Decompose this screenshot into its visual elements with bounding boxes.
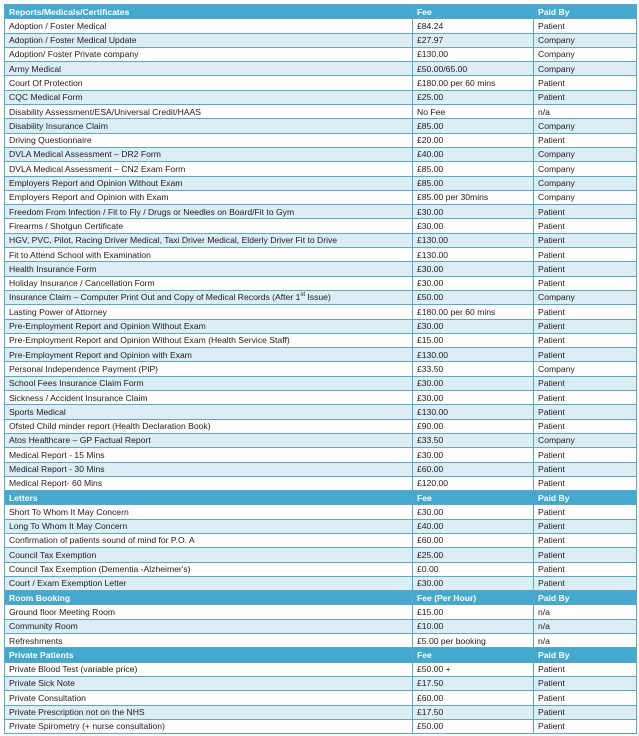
paid-by-cell: Patient <box>534 391 637 405</box>
item-cell: Medical Report- 60 Mins <box>5 476 413 490</box>
fee-cell: £30.00 <box>413 319 534 333</box>
fee-cell: £30.00 <box>413 505 534 519</box>
paid-by-cell: Patient <box>534 76 637 90</box>
table-row <box>5 719 637 733</box>
item-cell: Private Prescription not on the NHS <box>5 705 413 719</box>
paid-by-cell: Company <box>534 33 637 47</box>
item-cell: Driving Questionnaire <box>5 133 413 147</box>
fee-cell: £60.00 <box>413 462 534 476</box>
table-row <box>5 276 637 290</box>
fee-cell: £60.00 <box>413 533 534 547</box>
table-row <box>5 562 637 576</box>
item-cell: Sports Medical <box>5 405 413 419</box>
fee-column-header: Fee (Per Hour) <box>413 591 534 605</box>
item-cell: Council Tax Exemption <box>5 548 413 562</box>
paid-by-cell: Patient <box>534 262 637 276</box>
item-cell: DVLA Medical Assessment – CN2 Exam Form <box>5 162 413 176</box>
table-row <box>5 319 637 333</box>
fee-cell: £10.00 <box>413 619 534 633</box>
table-row <box>5 619 637 633</box>
table-row <box>5 419 637 433</box>
table-row <box>5 433 637 447</box>
table-row <box>5 448 637 462</box>
item-cell: CQC Medical Form <box>5 90 413 104</box>
item-cell: DVLA Medical Assessment – DR2 Form <box>5 147 413 161</box>
item-cell: Pre-Employment Report and Opinion Without Exam <box>5 319 413 333</box>
paid-by-cell: n/a <box>534 105 637 119</box>
paid-by-cell: Patient <box>534 476 637 490</box>
fee-cell: £27.97 <box>413 33 534 47</box>
section-header-row <box>5 648 637 662</box>
paid-by-cell: Company <box>534 362 637 376</box>
paid-by-cell: Patient <box>534 333 637 347</box>
fee-cell: £30.00 <box>413 262 534 276</box>
paid-by-cell: Company <box>534 190 637 204</box>
fee-cell: £33.50 <box>413 362 534 376</box>
section-title: Reports/Medicals/Certificates <box>5 5 413 19</box>
table-row <box>5 705 637 719</box>
fee-cell: £85.00 <box>413 162 534 176</box>
fee-schedule-table <box>4 4 637 734</box>
fee-column-header: Fee <box>413 648 534 662</box>
table-row <box>5 190 637 204</box>
fee-cell: £15.00 <box>413 333 534 347</box>
item-cell: Refreshments <box>5 634 413 648</box>
table-row <box>5 333 637 347</box>
paid-by-cell: Patient <box>534 576 637 590</box>
table-row <box>5 147 637 161</box>
table-row <box>5 133 637 147</box>
fee-cell: £15.00 <box>413 605 534 619</box>
paid-by-cell: Company <box>534 290 637 304</box>
item-cell: Council Tax Exemption (Dementia -Alzheimer's) <box>5 562 413 576</box>
fee-cell: £50.00 <box>413 290 534 304</box>
table-row <box>5 548 637 562</box>
table-row <box>5 462 637 476</box>
item-cell: Army Medical <box>5 62 413 76</box>
item-cell: Medical Report - 15 Mins <box>5 448 413 462</box>
item-cell: Atos Healthcare – GP Factual Report <box>5 433 413 447</box>
fee-cell: £130.00 <box>413 248 534 262</box>
item-cell: Sickness / Accident Insurance Claim <box>5 391 413 405</box>
fee-cell: £30.00 <box>413 276 534 290</box>
fee-cell: £40.00 <box>413 147 534 161</box>
paid-by-cell: Patient <box>534 319 637 333</box>
fee-cell: £50.00/65.00 <box>413 62 534 76</box>
fee-cell: £180.00 per 60 mins <box>413 305 534 319</box>
item-cell <box>5 290 413 304</box>
item-cell: Adoption/ Foster Private company <box>5 47 413 61</box>
item-text-tail: Issue) <box>305 292 331 303</box>
item-cell: Disability Assessment/ESA/Universal Credit/HAAS <box>5 105 413 119</box>
table-row <box>5 505 637 519</box>
fee-cell: £30.00 <box>413 219 534 233</box>
table-row <box>5 376 637 390</box>
section-header-row <box>5 5 637 19</box>
paid-by-cell: n/a <box>534 605 637 619</box>
section-title: Letters <box>5 491 413 505</box>
table-row <box>5 105 637 119</box>
fee-cell: £30.00 <box>413 205 534 219</box>
fee-cell: £40.00 <box>413 519 534 533</box>
paid-by-column-header: Paid By <box>534 648 637 662</box>
table-row <box>5 62 637 76</box>
fee-cell: £30.00 <box>413 576 534 590</box>
table-row <box>5 348 637 362</box>
paid-by-cell: Company <box>534 62 637 76</box>
table-row <box>5 362 637 376</box>
table-row <box>5 533 637 547</box>
fee-column-header: Fee <box>413 5 534 19</box>
paid-by-cell: Patient <box>534 505 637 519</box>
section-header-row <box>5 491 637 505</box>
fee-cell: £130.00 <box>413 47 534 61</box>
item-cell: Personal Independence Payment (PIP) <box>5 362 413 376</box>
item-cell: Long To Whom It May Concern <box>5 519 413 533</box>
paid-by-cell: Patient <box>534 348 637 362</box>
paid-by-cell: Patient <box>534 548 637 562</box>
fee-cell: £180.00 per 60 mins <box>413 76 534 90</box>
section-header-row <box>5 591 637 605</box>
fee-cell: £120.00 <box>413 476 534 490</box>
section-title: Private Patients <box>5 648 413 662</box>
table-row <box>5 176 637 190</box>
item-cell: Confirmation of patients sound of mind for P.O. A <box>5 533 413 547</box>
fee-cell: £30.00 <box>413 391 534 405</box>
fee-cell: £17.50 <box>413 705 534 719</box>
item-cell: Short To Whom It May Concern <box>5 505 413 519</box>
item-cell: Freedom From Infection / Fit to Fly / Drugs or Needles on Board/Fit to Gym <box>5 205 413 219</box>
item-cell: Private Blood Test (variable price) <box>5 662 413 676</box>
paid-by-cell: Patient <box>534 691 637 705</box>
table-row <box>5 634 637 648</box>
item-cell: School Fees Insurance Claim Form <box>5 376 413 390</box>
paid-by-cell: Patient <box>534 662 637 676</box>
item-cell: Disability Insurance Claim <box>5 119 413 133</box>
fee-cell: £33.50 <box>413 433 534 447</box>
item-cell: Court Of Protection <box>5 76 413 90</box>
paid-by-cell: Patient <box>534 405 637 419</box>
paid-by-cell: Patient <box>534 519 637 533</box>
paid-by-cell: Patient <box>534 133 637 147</box>
fee-cell: £17.50 <box>413 676 534 690</box>
paid-by-cell: Patient <box>534 90 637 104</box>
paid-by-cell: Patient <box>534 676 637 690</box>
item-cell: Ground floor Meeting Room <box>5 605 413 619</box>
paid-by-cell: Patient <box>534 462 637 476</box>
paid-by-cell: Patient <box>534 19 637 33</box>
paid-by-cell: Patient <box>534 419 637 433</box>
fee-cell: £50.00 + <box>413 662 534 676</box>
fee-cell: No Fee <box>413 105 534 119</box>
item-cell: Private Consultation <box>5 691 413 705</box>
paid-by-cell: Patient <box>534 533 637 547</box>
table-row <box>5 405 637 419</box>
paid-by-cell: Patient <box>534 448 637 462</box>
item-cell: Pre-Employment Report and Opinion Without Exam (Health Service Staff) <box>5 333 413 347</box>
table-row <box>5 90 637 104</box>
fee-cell: £30.00 <box>413 448 534 462</box>
fee-cell: £5.00 per booking <box>413 634 534 648</box>
item-cell: Pre-Employment Report and Opinion with Exam <box>5 348 413 362</box>
fee-table-body <box>5 5 637 734</box>
fee-cell: £60.00 <box>413 691 534 705</box>
table-row <box>5 119 637 133</box>
paid-by-column-header: Paid By <box>534 5 637 19</box>
item-cell: Private Sick Note <box>5 676 413 690</box>
table-row <box>5 519 637 533</box>
paid-by-cell: Company <box>534 433 637 447</box>
paid-by-cell: Company <box>534 162 637 176</box>
paid-by-cell: Patient <box>534 719 637 733</box>
item-cell: Health Insurance Form <box>5 262 413 276</box>
paid-by-cell: Company <box>534 147 637 161</box>
fee-cell: £85.00 per 30mins <box>413 190 534 204</box>
fee-cell: £84.24 <box>413 19 534 33</box>
item-cell: Holiday Insurance / Cancellation Form <box>5 276 413 290</box>
fee-cell: £0.00 <box>413 562 534 576</box>
table-row <box>5 576 637 590</box>
table-row <box>5 691 637 705</box>
item-cell: Private Spirometry (+ nurse consultation) <box>5 719 413 733</box>
table-row <box>5 233 637 247</box>
paid-by-cell: Patient <box>534 219 637 233</box>
fee-cell: £130.00 <box>413 405 534 419</box>
item-cell: Adoption / Foster Medical <box>5 19 413 33</box>
item-text: Insurance Claim – Computer Print Out and Copy of Medical Records (After 1 <box>9 292 301 303</box>
table-row <box>5 219 637 233</box>
table-row <box>5 476 637 490</box>
paid-by-cell: Patient <box>534 248 637 262</box>
superscript-ordinal: st <box>300 292 306 299</box>
fee-cell: £130.00 <box>413 233 534 247</box>
item-cell: Employers Report and Opinion with Exam <box>5 190 413 204</box>
table-row <box>5 662 637 676</box>
table-row <box>5 290 637 304</box>
table-row <box>5 262 637 276</box>
fee-cell: £50.00 <box>413 719 534 733</box>
paid-by-cell: Patient <box>534 376 637 390</box>
paid-by-cell: Patient <box>534 276 637 290</box>
item-cell: Medical Report - 30 Mins <box>5 462 413 476</box>
paid-by-column-header: Paid By <box>534 591 637 605</box>
fee-cell: £30.00 <box>413 376 534 390</box>
table-row <box>5 47 637 61</box>
fee-cell: £25.00 <box>413 90 534 104</box>
paid-by-cell: Company <box>534 176 637 190</box>
item-cell: Adoption / Foster Medical Update <box>5 33 413 47</box>
table-row <box>5 676 637 690</box>
table-row <box>5 391 637 405</box>
table-row <box>5 605 637 619</box>
paid-by-column-header: Paid By <box>534 491 637 505</box>
item-cell: Fit to Attend School with Examination <box>5 248 413 262</box>
paid-by-cell: Patient <box>534 233 637 247</box>
paid-by-cell: Patient <box>534 305 637 319</box>
paid-by-cell: Patient <box>534 562 637 576</box>
table-row <box>5 162 637 176</box>
fee-cell: £25.00 <box>413 548 534 562</box>
table-row <box>5 19 637 33</box>
fee-cell: £130.00 <box>413 348 534 362</box>
item-cell: Community Room <box>5 619 413 633</box>
item-cell: Employers Report and Opinion Without Exam <box>5 176 413 190</box>
item-cell: Court / Exam Exemption Letter <box>5 576 413 590</box>
fee-cell: £85.00 <box>413 119 534 133</box>
paid-by-cell: Patient <box>534 205 637 219</box>
item-cell: Firearms / Shotgun Certificate <box>5 219 413 233</box>
section-title: Room Booking <box>5 591 413 605</box>
paid-by-cell: Company <box>534 47 637 61</box>
table-row <box>5 205 637 219</box>
paid-by-cell: n/a <box>534 619 637 633</box>
fee-cell: £20.00 <box>413 133 534 147</box>
table-row <box>5 33 637 47</box>
table-row <box>5 76 637 90</box>
item-cell: Lasting Power of Attorney <box>5 305 413 319</box>
table-row <box>5 305 637 319</box>
item-cell: Ofsted Child minder report (Health Declaration Book) <box>5 419 413 433</box>
table-row <box>5 248 637 262</box>
fee-column-header: Fee <box>413 491 534 505</box>
item-cell: HGV, PVC, Pilot, Racing Driver Medical, Taxi Driver Medical, Elderly Driver Fit to Drive <box>5 233 413 247</box>
fee-cell: £90.00 <box>413 419 534 433</box>
paid-by-cell: Company <box>534 119 637 133</box>
fee-cell: £85.00 <box>413 176 534 190</box>
paid-by-cell: n/a <box>534 634 637 648</box>
paid-by-cell: Patient <box>534 705 637 719</box>
